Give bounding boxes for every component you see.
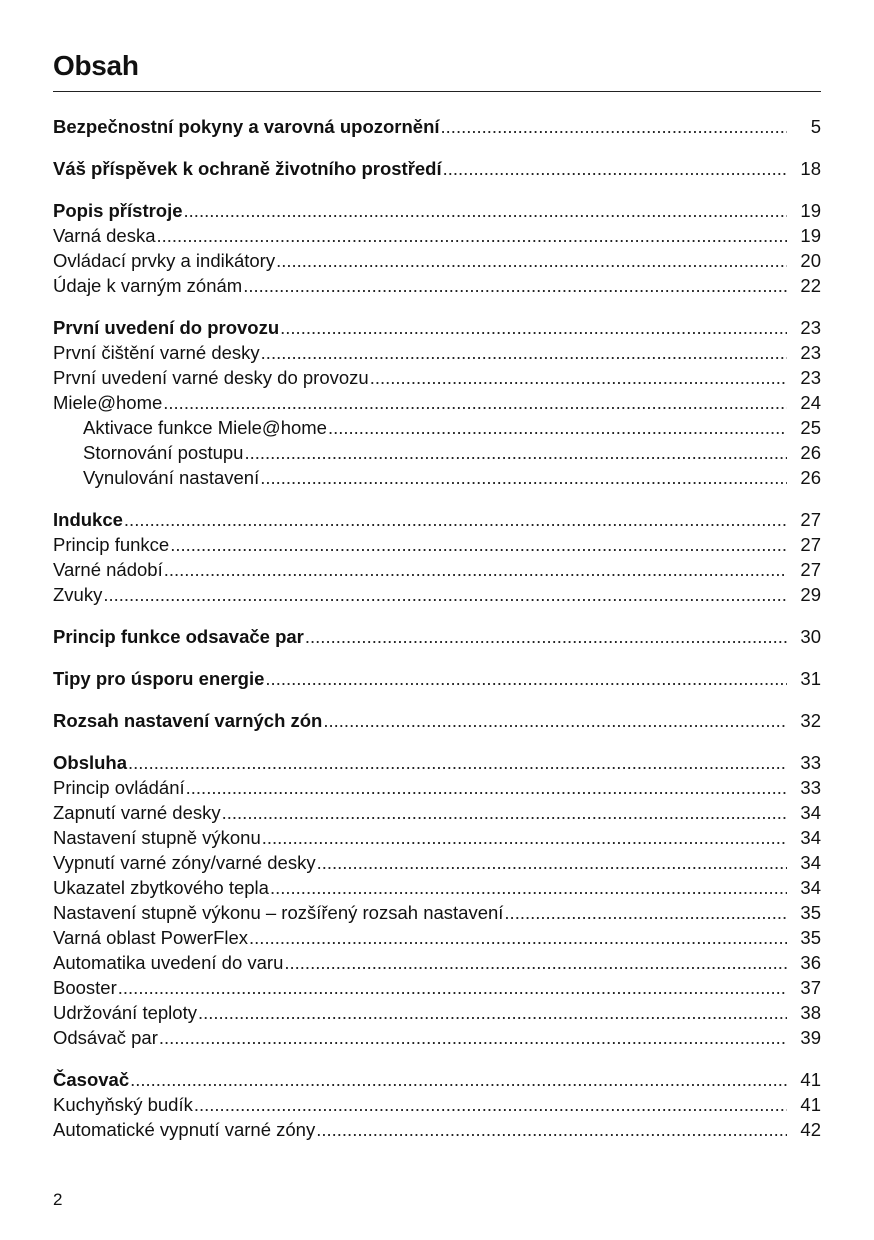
toc-entry-label: Odsávač par bbox=[53, 1027, 158, 1048]
toc-entry-page: 27 bbox=[800, 509, 821, 530]
toc-entry-page: 26 bbox=[800, 442, 821, 463]
toc-entry-label: Miele@home bbox=[53, 392, 163, 413]
toc-dot-leader bbox=[369, 365, 787, 390]
toc-section bbox=[53, 1067, 821, 1142]
toc-entry-label: Indukce bbox=[53, 509, 123, 530]
toc-dot-leader bbox=[185, 775, 787, 800]
toc-entry-label: Aktivace funkce Miele@home bbox=[83, 417, 327, 438]
toc-entry[interactable] bbox=[53, 582, 821, 607]
page-number: 2 bbox=[53, 1190, 63, 1209]
toc-entry-label: Varné nádobí bbox=[53, 559, 163, 580]
toc-entry-page: 5 bbox=[810, 116, 821, 137]
toc-entry-page: 36 bbox=[800, 952, 821, 973]
toc-entry[interactable] bbox=[53, 365, 821, 390]
toc-dot-leader bbox=[102, 582, 787, 607]
toc-dot-leader bbox=[163, 557, 787, 582]
toc-dot-leader bbox=[162, 390, 787, 415]
toc-entry-label: Booster bbox=[53, 977, 117, 998]
toc-section bbox=[53, 624, 821, 649]
toc-entry-page: 42 bbox=[800, 1119, 821, 1140]
toc-dot-leader bbox=[197, 1000, 787, 1025]
toc-dot-leader bbox=[279, 315, 787, 340]
toc-entry-label: Ukazatel zbytkového tepla bbox=[53, 877, 269, 898]
toc-dot-leader bbox=[117, 975, 787, 1000]
toc-entry[interactable] bbox=[53, 1117, 821, 1142]
toc-entry-page: 32 bbox=[800, 710, 821, 731]
toc-entry-label: Rozsah nastavení varných zón bbox=[53, 710, 323, 731]
toc-entry-label: Princip funkce odsavače par bbox=[53, 626, 304, 647]
toc-section bbox=[53, 114, 821, 139]
toc-entry-page: 23 bbox=[800, 367, 821, 388]
table-of-contents bbox=[53, 114, 821, 1159]
toc-entry-page: 18 bbox=[800, 158, 821, 179]
toc-entry[interactable] bbox=[53, 925, 821, 950]
toc-entry-page: 34 bbox=[800, 827, 821, 848]
toc-dot-leader bbox=[242, 273, 787, 298]
toc-entry-label: Varná deska bbox=[53, 225, 156, 246]
toc-entry-label: První uvedení do provozu bbox=[53, 317, 280, 338]
toc-entry[interactable] bbox=[53, 1000, 821, 1025]
toc-entry-page: 19 bbox=[800, 200, 821, 221]
toc-entry[interactable] bbox=[53, 557, 821, 582]
toc-entry-label: Princip ovládání bbox=[53, 777, 185, 798]
toc-entry-page: 37 bbox=[800, 977, 821, 998]
toc-dot-leader bbox=[259, 465, 787, 490]
toc-dot-leader bbox=[158, 1025, 787, 1050]
toc-dot-leader bbox=[183, 198, 787, 223]
toc-entry-label: Váš příspěvek k ochraně životního prostředí bbox=[53, 158, 442, 179]
toc-dot-leader bbox=[322, 708, 787, 733]
toc-heading-entry[interactable] bbox=[53, 666, 821, 691]
toc-entry-label: První uvedení varné desky do provozu bbox=[53, 367, 369, 388]
toc-dot-leader bbox=[260, 340, 787, 365]
toc-entry-page: 38 bbox=[800, 1002, 821, 1023]
toc-entry[interactable] bbox=[53, 440, 821, 465]
toc-dot-leader bbox=[283, 950, 787, 975]
toc-entry-page: 30 bbox=[800, 626, 821, 647]
toc-entry-page: 33 bbox=[800, 777, 821, 798]
toc-dot-leader bbox=[243, 440, 787, 465]
toc-heading-entry[interactable] bbox=[53, 1067, 821, 1092]
toc-entry-page: 27 bbox=[800, 559, 821, 580]
toc-section bbox=[53, 666, 821, 691]
toc-entry-page: 34 bbox=[800, 877, 821, 898]
toc-section bbox=[53, 708, 821, 733]
toc-entry-label: Popis přístroje bbox=[53, 200, 183, 221]
toc-entry-page: 19 bbox=[800, 225, 821, 246]
toc-dot-leader bbox=[127, 750, 787, 775]
toc-dot-leader bbox=[275, 248, 787, 273]
toc-entry-page: 27 bbox=[800, 534, 821, 555]
toc-entry[interactable] bbox=[53, 390, 821, 415]
toc-entry-label: Automatické vypnutí varné zóny bbox=[53, 1119, 316, 1140]
toc-entry[interactable] bbox=[53, 875, 821, 900]
toc-entry-page: 35 bbox=[800, 902, 821, 923]
toc-entry-page: 41 bbox=[800, 1069, 821, 1090]
toc-entry-label: První čištění varné desky bbox=[53, 342, 260, 363]
toc-dot-leader bbox=[123, 507, 787, 532]
toc-dot-leader bbox=[315, 1117, 787, 1142]
toc-heading-entry[interactable] bbox=[53, 315, 821, 340]
toc-entry-page: 22 bbox=[800, 275, 821, 296]
toc-section bbox=[53, 750, 821, 1050]
toc-heading-entry[interactable] bbox=[53, 198, 821, 223]
toc-entry-page: 41 bbox=[800, 1094, 821, 1115]
toc-entry-label: Bezpečnostní pokyny a varovná upozornění bbox=[53, 116, 440, 137]
toc-entry-label: Princip funkce bbox=[53, 534, 170, 555]
toc-entry[interactable] bbox=[53, 465, 821, 490]
toc-entry[interactable] bbox=[53, 532, 821, 557]
toc-entry-label: Nastavení stupně výkonu – rozšířený rozsah nastavení bbox=[53, 902, 504, 923]
toc-dot-leader bbox=[503, 900, 787, 925]
toc-dot-leader bbox=[316, 850, 787, 875]
toc-entry-label: Kuchyňský budík bbox=[53, 1094, 193, 1115]
toc-entry[interactable] bbox=[53, 950, 821, 975]
toc-entry-page: 20 bbox=[800, 250, 821, 271]
toc-dot-leader bbox=[193, 1092, 787, 1117]
toc-entry[interactable] bbox=[53, 1025, 821, 1050]
toc-dot-leader bbox=[264, 666, 787, 691]
toc-entry-label: Automatika uvedení do varu bbox=[53, 952, 284, 973]
toc-heading-entry[interactable] bbox=[53, 624, 821, 649]
toc-entry-label: Tipy pro úsporu energie bbox=[53, 668, 265, 689]
toc-entry-page: 26 bbox=[800, 467, 821, 488]
toc-entry[interactable] bbox=[53, 775, 821, 800]
toc-entry-page: 24 bbox=[800, 392, 821, 413]
toc-entry[interactable] bbox=[53, 800, 821, 825]
toc-entry-label: Zvuky bbox=[53, 584, 103, 605]
toc-section bbox=[53, 156, 821, 181]
toc-dot-leader bbox=[156, 223, 788, 248]
toc-entry-page: 25 bbox=[800, 417, 821, 438]
toc-dot-leader bbox=[169, 532, 787, 557]
toc-entry-label: Údaje k varným zónám bbox=[53, 275, 243, 296]
toc-entry-label: Nastavení stupně výkonu bbox=[53, 827, 261, 848]
toc-heading-entry[interactable] bbox=[53, 750, 821, 775]
toc-heading-entry[interactable] bbox=[53, 114, 821, 139]
toc-dot-leader bbox=[327, 415, 787, 440]
toc-entry-page: 23 bbox=[800, 342, 821, 363]
toc-entry-label: Varná oblast PowerFlex bbox=[53, 927, 249, 948]
toc-entry-page: 34 bbox=[800, 852, 821, 873]
toc-entry[interactable] bbox=[53, 900, 821, 925]
title-divider bbox=[53, 91, 821, 92]
toc-entry[interactable] bbox=[53, 825, 821, 850]
toc-entry-page: 39 bbox=[800, 1027, 821, 1048]
toc-heading-entry[interactable] bbox=[53, 708, 821, 733]
toc-section bbox=[53, 198, 821, 298]
toc-dot-leader bbox=[129, 1067, 787, 1092]
page-title: Obsah bbox=[53, 50, 139, 81]
toc-dot-leader bbox=[442, 156, 787, 181]
toc-entry-label: Zapnutí varné desky bbox=[53, 802, 221, 823]
toc-dot-leader bbox=[269, 875, 787, 900]
toc-heading-entry[interactable] bbox=[53, 156, 821, 181]
toc-entry-page: 34 bbox=[800, 802, 821, 823]
toc-entry-label: Stornování postupu bbox=[83, 442, 244, 463]
toc-section bbox=[53, 507, 821, 607]
toc-entry[interactable] bbox=[53, 1092, 821, 1117]
toc-entry-page: 29 bbox=[800, 584, 821, 605]
toc-entry[interactable] bbox=[53, 415, 821, 440]
toc-entry[interactable] bbox=[53, 223, 821, 248]
toc-entry-label: Vypnutí varné zóny/varné desky bbox=[53, 852, 316, 873]
toc-entry-label: Obsluha bbox=[53, 752, 128, 773]
toc-entry[interactable] bbox=[53, 975, 821, 1000]
toc-dot-leader bbox=[304, 624, 787, 649]
toc-entry-page: 35 bbox=[800, 927, 821, 948]
toc-entry-page: 31 bbox=[800, 668, 821, 689]
toc-entry-label: Ovládací prvky a indikátory bbox=[53, 250, 276, 271]
toc-entry-label: Časovač bbox=[53, 1069, 130, 1090]
toc-entry-page: 33 bbox=[800, 752, 821, 773]
toc-entry[interactable] bbox=[53, 850, 821, 875]
toc-dot-leader bbox=[261, 825, 787, 850]
toc-entry-label: Udržování teploty bbox=[53, 1002, 197, 1023]
toc-dot-leader bbox=[440, 114, 787, 139]
toc-dot-leader bbox=[248, 925, 787, 950]
toc-entry[interactable] bbox=[53, 340, 821, 365]
toc-dot-leader bbox=[221, 800, 787, 825]
toc-entry[interactable] bbox=[53, 248, 821, 273]
toc-entry-label: Vynulování nastavení bbox=[83, 467, 260, 488]
toc-entry-page: 23 bbox=[800, 317, 821, 338]
toc-section bbox=[53, 315, 821, 490]
toc-heading-entry[interactable] bbox=[53, 507, 821, 532]
toc-entry[interactable] bbox=[53, 273, 821, 298]
